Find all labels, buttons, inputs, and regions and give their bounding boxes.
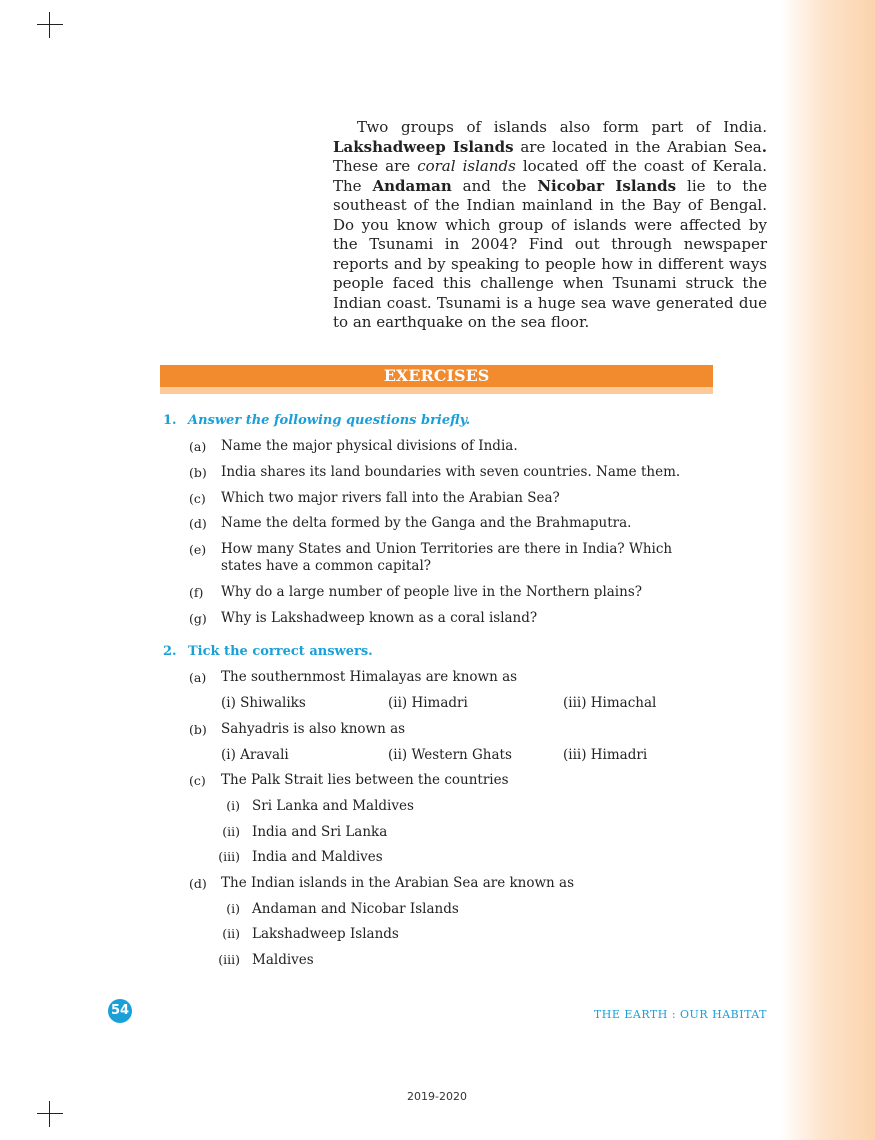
crop-mark-top-left xyxy=(37,12,63,38)
option-2a-iii[interactable]: (iii) Himachal xyxy=(563,695,657,711)
andaman-term: Andaman xyxy=(372,176,452,195)
option-2b-i[interactable]: (i) Aravali xyxy=(221,747,289,763)
page-margin-gradient xyxy=(780,0,875,1140)
crop-mark-bottom-left xyxy=(37,1101,63,1127)
lakshadweep-term: Lakshadweep Islands xyxy=(333,137,514,156)
intro-paragraph: Two groups of islands also form part of India. Lakshadweep Islands are located in the Arabian Sea. These are coral islands located off the coast of Kerala. The Andaman and the Nicobar Islands lie to the southeast of the Indian mainland in the Bay of Bengal. Do you know which group of islands were affected by the Tsunami in 2004? Find out through newspaper reports and by speaking to people how in different ways people faced this challenge when Tsunami struck the Indian coast. Tsunami is a huge sea wave generated due to an earthquake on the sea floor. xyxy=(333,118,767,331)
option-2a-i[interactable]: (i) Shiwaliks xyxy=(221,695,306,711)
option-2b-ii[interactable]: (ii) Western Ghats xyxy=(388,747,512,763)
exercises-banner-underline xyxy=(160,387,713,394)
page-number-badge: 54 xyxy=(108,999,132,1023)
nicobar-term: Nicobar Islands xyxy=(537,176,677,195)
book-title: THE EARTH : OUR HABITAT xyxy=(593,1008,767,1021)
option-2a-ii[interactable]: (ii) Himadri xyxy=(388,695,468,711)
option-2b-iii[interactable]: (iii) Himadri xyxy=(563,747,648,763)
edition-year: 2019-2020 xyxy=(407,1090,467,1103)
exercises-title: EXERCISES xyxy=(383,366,490,385)
coral-islands-term: coral islands xyxy=(417,157,516,175)
